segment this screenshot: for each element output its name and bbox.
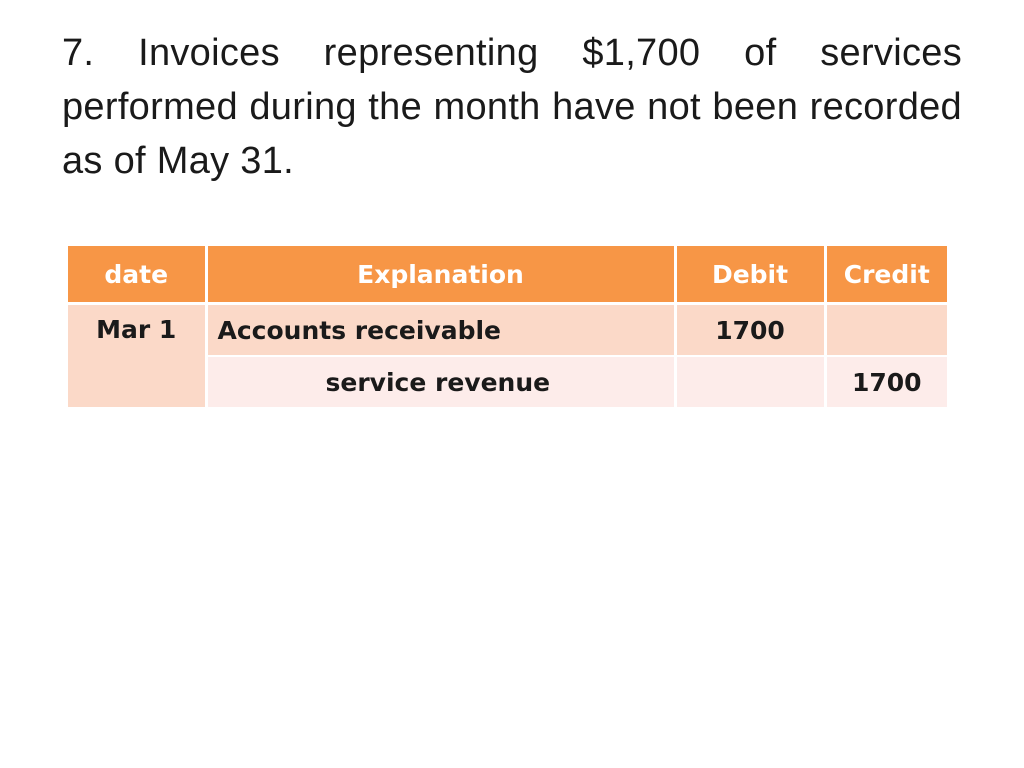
credit-account: service revenue — [206, 356, 675, 408]
credit-amount-empty — [825, 304, 947, 357]
table-row — [68, 304, 947, 357]
journal-entry-table — [68, 246, 947, 409]
problem-statement: 7. Invoices representing $1,700 of services performed during the month have not been recorded as of May 31. — [62, 32, 962, 182]
debit-amount-empty — [675, 356, 825, 408]
debit-account: Accounts receivable — [206, 304, 675, 357]
header-explanation: Explanation — [206, 246, 675, 304]
entry-date: Mar 1 — [68, 304, 206, 409]
header-credit: Credit — [825, 246, 947, 304]
table-header-row — [68, 246, 947, 304]
header-debit: Debit — [675, 246, 825, 304]
debit-amount: 1700 — [675, 304, 825, 357]
credit-amount: 1700 — [825, 356, 947, 408]
header-date: date — [68, 246, 206, 304]
